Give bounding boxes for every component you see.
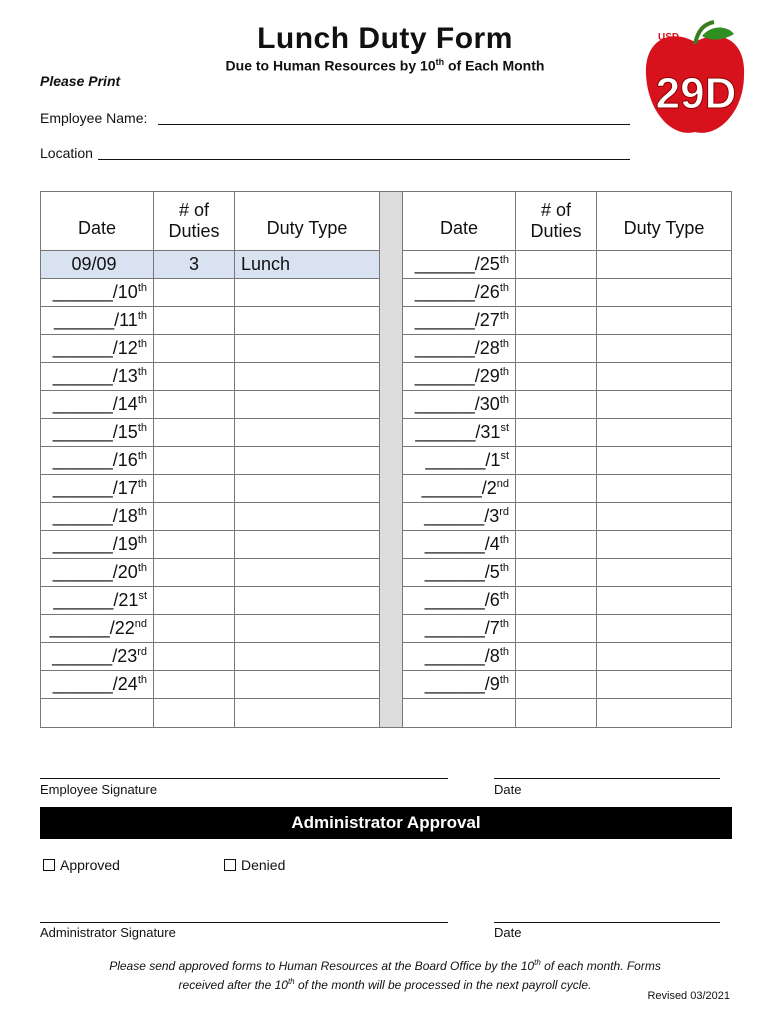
duties-cell[interactable]: [154, 503, 235, 531]
date-cell[interactable]: ______/24th: [41, 671, 154, 699]
header-date: Date: [41, 192, 154, 251]
form-subtitle: Due to Human Resources by 10th of Each Month: [225, 57, 545, 74]
duty-type-cell[interactable]: [235, 419, 380, 447]
form-title: Lunch Duty Form: [257, 22, 513, 55]
apple-logo: [640, 20, 750, 140]
column-separator: [380, 192, 403, 728]
duty-type-cell[interactable]: Lunch: [235, 251, 380, 279]
date-cell[interactable]: ______/1st: [403, 447, 516, 475]
duty-type-cell[interactable]: [235, 643, 380, 671]
duty-type-cell[interactable]: [235, 307, 380, 335]
date-cell[interactable]: ______/20th: [41, 559, 154, 587]
administrator-signature-line[interactable]: [40, 922, 448, 923]
date-cell[interactable]: ______/30th: [403, 391, 516, 419]
approved-label: Approved: [60, 857, 120, 873]
employee-name-label: Employee Name:: [40, 110, 148, 126]
date-cell[interactable]: ______/27th: [403, 307, 516, 335]
duty-type-cell[interactable]: [597, 587, 732, 615]
duties-cell[interactable]: [516, 699, 597, 728]
duties-cell[interactable]: [516, 531, 597, 559]
table-header-row: [41, 192, 732, 251]
duties-cell[interactable]: [154, 559, 235, 587]
denied-checkbox[interactable]: [224, 857, 285, 873]
duty-type-cell[interactable]: [235, 279, 380, 307]
employee-name-line[interactable]: [158, 124, 630, 125]
employee-signature-line[interactable]: [40, 778, 448, 779]
duty-type-cell[interactable]: [597, 671, 732, 699]
duties-cell[interactable]: [516, 447, 597, 475]
duties-cell[interactable]: [154, 671, 235, 699]
logo-text: 29D: [655, 69, 737, 118]
date-cell[interactable]: 09/09: [41, 251, 154, 279]
duty-type-cell[interactable]: [597, 363, 732, 391]
header-duties: # of Duties: [516, 192, 597, 251]
date-cell[interactable]: ______/12th: [41, 335, 154, 363]
approved-checkbox[interactable]: [43, 857, 120, 873]
duties-cell[interactable]: [516, 251, 597, 279]
date-cell[interactable]: ______/23rd: [41, 643, 154, 671]
duty-type-cell[interactable]: [597, 531, 732, 559]
duty-type-cell[interactable]: [597, 251, 732, 279]
duties-cell[interactable]: [154, 699, 235, 728]
duties-cell[interactable]: [154, 531, 235, 559]
location-line[interactable]: [98, 159, 630, 160]
duties-cell[interactable]: [154, 419, 235, 447]
denied-label: Denied: [241, 857, 286, 873]
header-duty-type: Duty Type: [235, 192, 380, 251]
date-cell[interactable]: ______/13th: [41, 363, 154, 391]
duty-type-cell[interactable]: [597, 559, 732, 587]
duty-type-cell[interactable]: [235, 363, 380, 391]
administrator-date-line[interactable]: [494, 922, 720, 923]
duty-table: [40, 191, 732, 728]
duty-type-cell[interactable]: [235, 335, 380, 363]
duty-type-cell[interactable]: [235, 615, 380, 643]
duties-cell[interactable]: [516, 503, 597, 531]
administrator-approval-banner: Administrator Approval: [40, 807, 732, 839]
duties-cell[interactable]: [516, 391, 597, 419]
date-cell[interactable]: ______/5th: [403, 559, 516, 587]
duties-cell[interactable]: [516, 587, 597, 615]
duty-type-cell[interactable]: [235, 671, 380, 699]
header-duty-type: Duty Type: [597, 192, 732, 251]
date-cell[interactable]: ______/3rd: [403, 503, 516, 531]
administrator-signature-label: Administrator Signature: [40, 925, 176, 940]
date-cell[interactable]: ______/8th: [403, 643, 516, 671]
duties-cell[interactable]: [154, 363, 235, 391]
duties-cell[interactable]: [516, 335, 597, 363]
employee-date-line[interactable]: [494, 778, 720, 779]
employee-signature-label: Employee Signature: [40, 782, 158, 797]
duty-type-cell[interactable]: [235, 391, 380, 419]
duty-type-cell[interactable]: [235, 699, 380, 728]
duties-cell[interactable]: [154, 447, 235, 475]
date-cell[interactable]: ______/29th: [403, 363, 516, 391]
date-cell[interactable]: ______/16th: [41, 447, 154, 475]
duty-type-cell[interactable]: [235, 447, 380, 475]
duties-cell[interactable]: [516, 643, 597, 671]
duty-type-cell[interactable]: [597, 335, 732, 363]
date-cell[interactable]: ______/14th: [41, 391, 154, 419]
duties-cell[interactable]: [154, 279, 235, 307]
administrator-date-label: Date: [494, 925, 522, 940]
revised-date: Revised 03/2021: [647, 990, 730, 1002]
location-label: Location: [40, 145, 93, 161]
date-cell[interactable]: ______/11th: [41, 307, 154, 335]
duties-cell[interactable]: [154, 335, 235, 363]
date-cell[interactable]: ______/26th: [403, 279, 516, 307]
employee-name-field[interactable]: [40, 110, 147, 126]
duties-cell[interactable]: [154, 615, 235, 643]
duty-type-cell[interactable]: [597, 503, 732, 531]
duty-type-cell[interactable]: [597, 447, 732, 475]
date-cell[interactable]: ______/19th: [41, 531, 154, 559]
duties-cell[interactable]: [516, 419, 597, 447]
duty-type-cell[interactable]: [597, 643, 732, 671]
date-cell[interactable]: ______/22nd: [41, 615, 154, 643]
duty-type-cell[interactable]: [597, 419, 732, 447]
date-cell[interactable]: ______/6th: [403, 587, 516, 615]
header-date: Date: [403, 192, 516, 251]
date-cell[interactable]: ______/17th: [41, 475, 154, 503]
duty-type-cell[interactable]: [235, 475, 380, 503]
duties-cell[interactable]: [516, 279, 597, 307]
duties-cell[interactable]: [516, 671, 597, 699]
duties-cell[interactable]: [154, 475, 235, 503]
duty-type-cell[interactable]: [597, 475, 732, 503]
date-cell[interactable]: ______/2nd: [403, 475, 516, 503]
duties-cell[interactable]: [154, 391, 235, 419]
duties-cell[interactable]: [516, 559, 597, 587]
header-duties: # of Duties: [154, 192, 235, 251]
date-cell[interactable]: ______/7th: [403, 615, 516, 643]
location-field[interactable]: [40, 145, 93, 161]
duty-type-cell[interactable]: [597, 391, 732, 419]
duties-cell[interactable]: [154, 307, 235, 335]
date-cell[interactable]: [41, 699, 154, 728]
checkbox-icon[interactable]: [43, 859, 55, 871]
duty-type-cell[interactable]: [235, 503, 380, 531]
duties-cell[interactable]: [154, 643, 235, 671]
duties-cell[interactable]: [516, 363, 597, 391]
date-cell[interactable]: ______/25th: [403, 251, 516, 279]
duties-cell[interactable]: 3: [154, 251, 235, 279]
date-cell[interactable]: ______/18th: [41, 503, 154, 531]
duty-type-cell[interactable]: [597, 615, 732, 643]
date-cell[interactable]: ______/9th: [403, 671, 516, 699]
duties-cell[interactable]: [516, 307, 597, 335]
footer-note: Please send approved forms to Human Resources at the Board Office by the 10th of each month. Forms received after the 10th of the month will be processed in the next payroll cycle.: [109, 958, 661, 992]
duties-cell[interactable]: [516, 475, 597, 503]
date-cell[interactable]: [403, 699, 516, 728]
duty-type-cell[interactable]: [235, 531, 380, 559]
logo-small-text: USD: [658, 32, 680, 43]
duty-type-cell[interactable]: [597, 699, 732, 728]
date-cell[interactable]: ______/31st: [403, 419, 516, 447]
employee-date-label: Date: [494, 782, 522, 797]
date-cell[interactable]: ______/21st: [41, 587, 154, 615]
please-print-label: Please Print: [40, 73, 121, 89]
date-cell[interactable]: ______/28th: [403, 335, 516, 363]
date-cell[interactable]: ______/4th: [403, 531, 516, 559]
duty-type-cell[interactable]: [597, 279, 732, 307]
duties-cell[interactable]: [154, 587, 235, 615]
date-cell[interactable]: ______/15th: [41, 419, 154, 447]
duty-type-cell[interactable]: [597, 307, 732, 335]
duty-type-cell[interactable]: [235, 587, 380, 615]
checkbox-icon[interactable]: [224, 859, 236, 871]
duties-cell[interactable]: [516, 615, 597, 643]
date-cell[interactable]: ______/10th: [41, 279, 154, 307]
duty-type-cell[interactable]: [235, 559, 380, 587]
